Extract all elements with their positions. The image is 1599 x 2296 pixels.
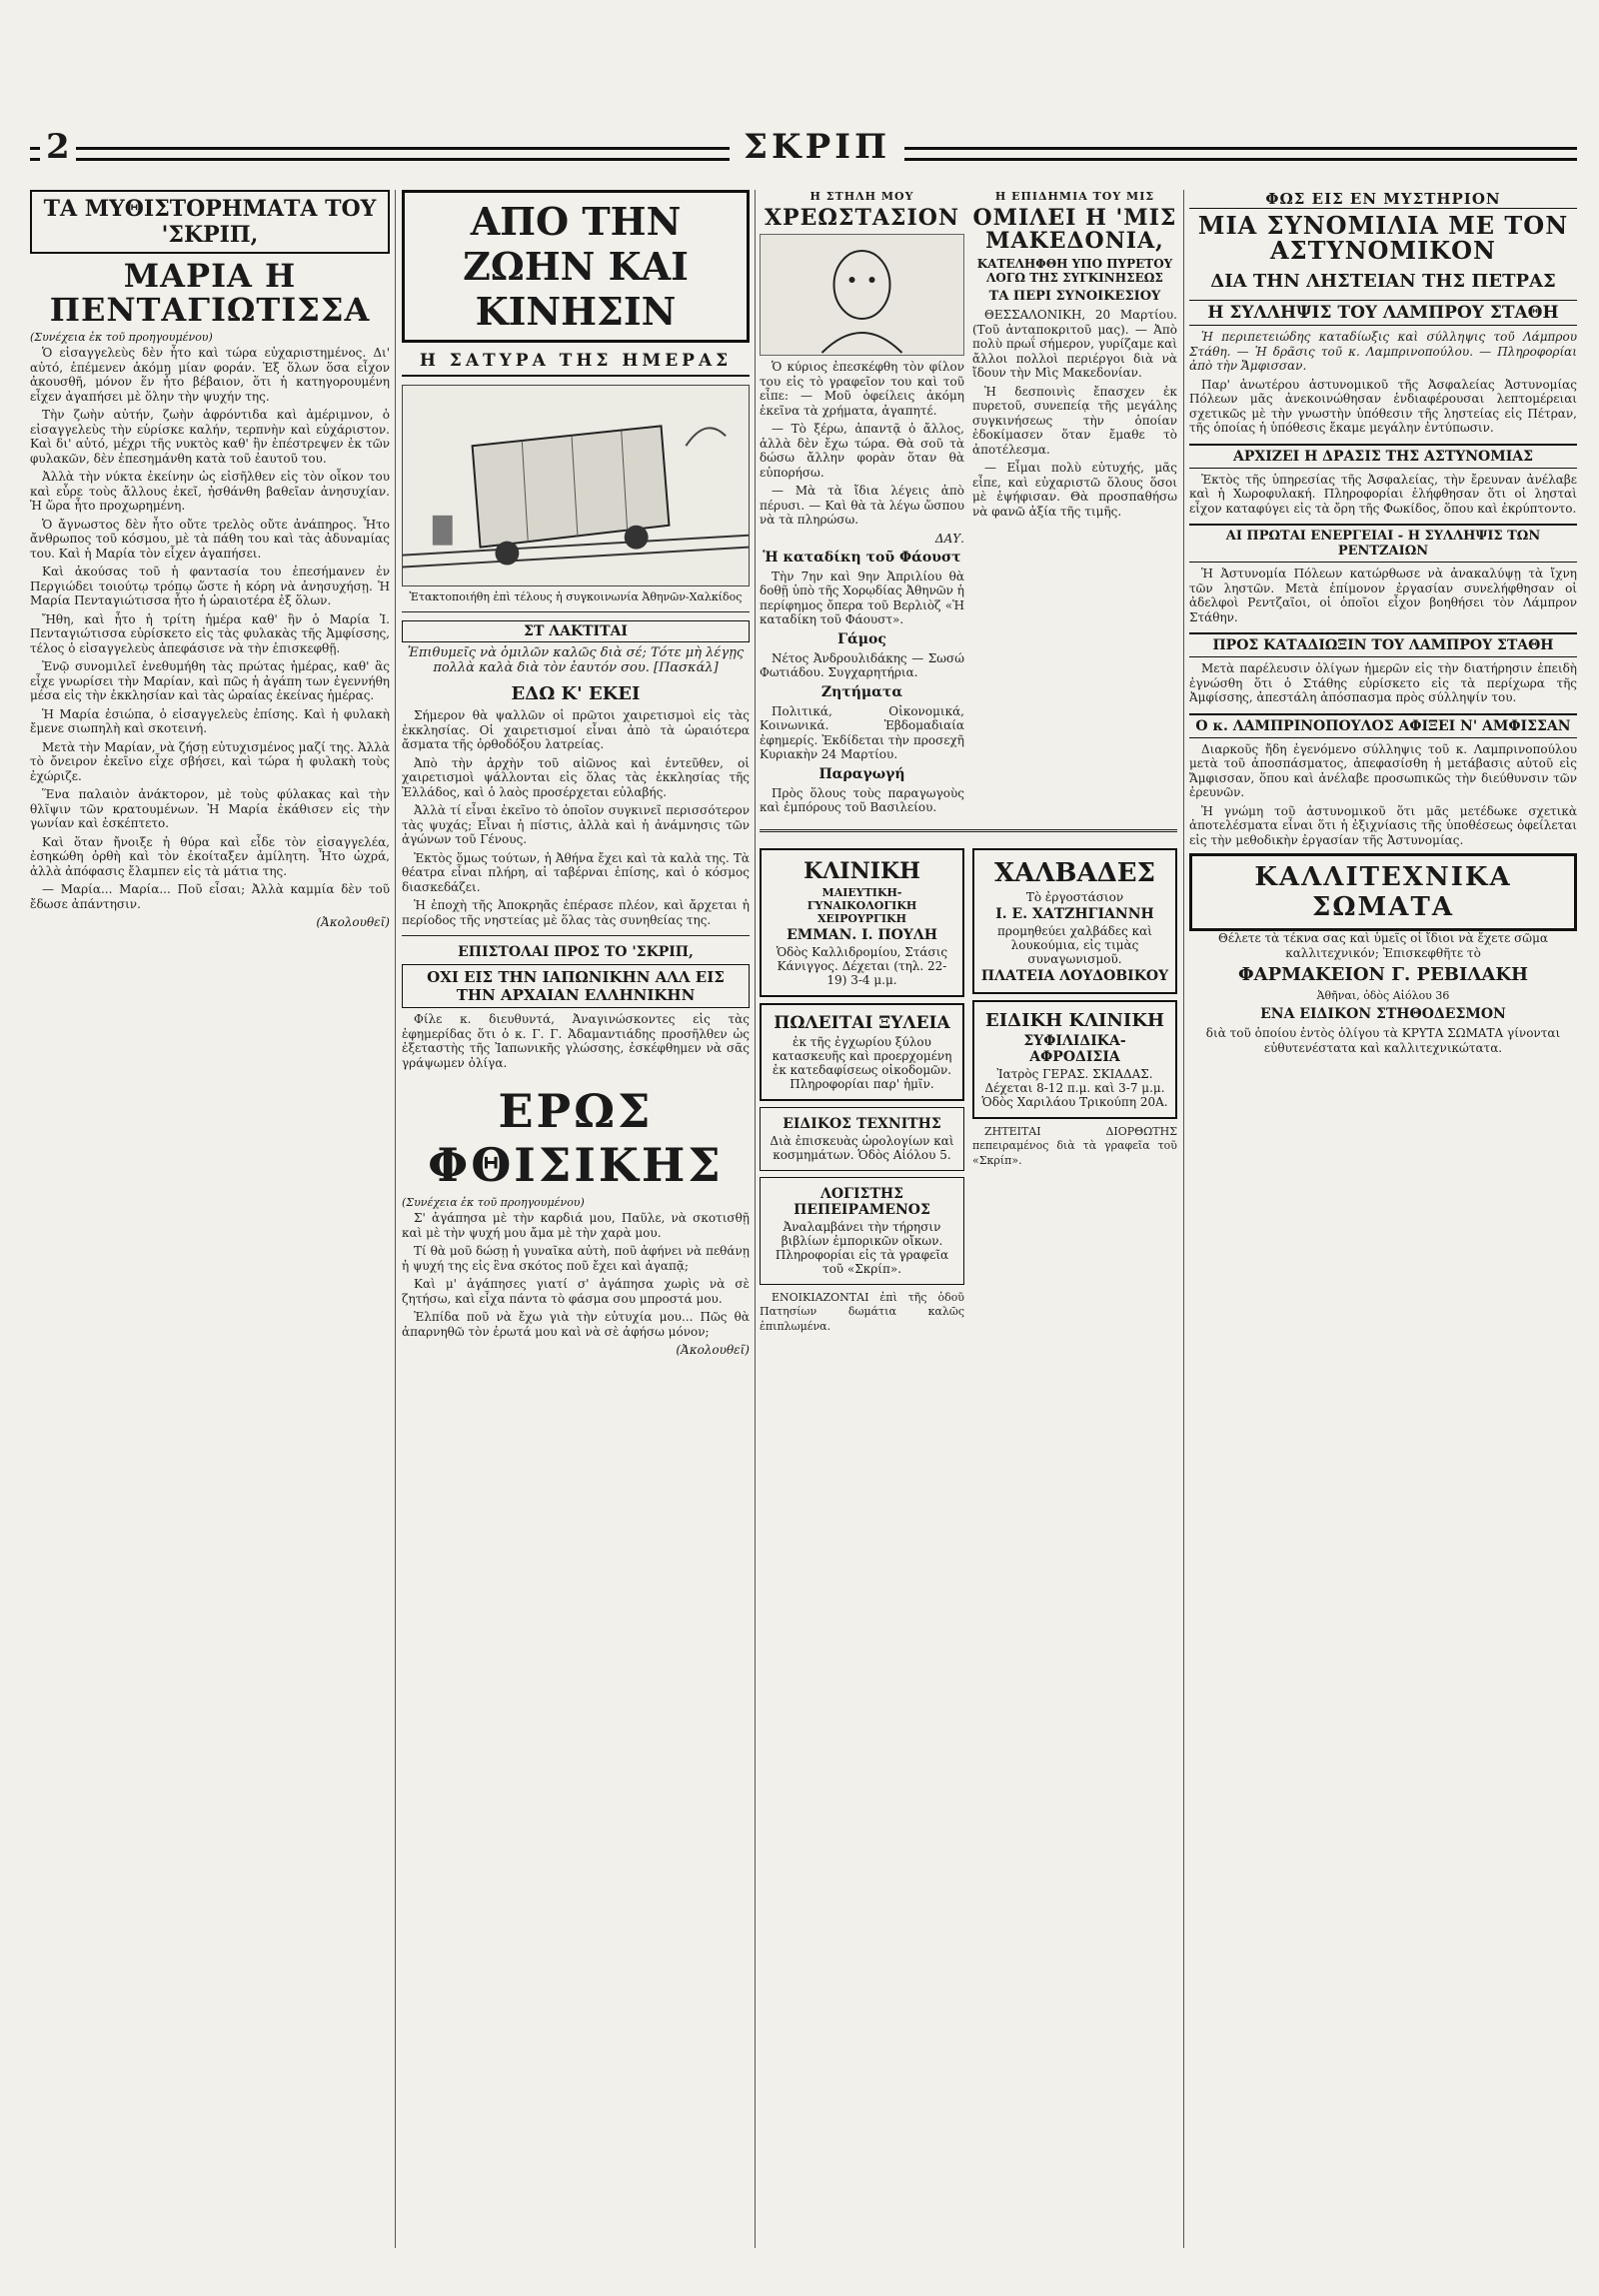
paragraph: Τὴν 7ην καὶ 9ην Ἀπριλίου θὰ δοθῇ ὑπὸ τῆς Χορῳδίας Ἀθηνῶν ἡ περίφημος ὄπερα τοῦ Βερλιὸζ «Ἡ καταδίκη τοῦ Φάουστ».	[760, 569, 964, 627]
paragraph: Ἡ Μαρία ἐσιώπα, ὁ εἰσαγγελεὺς ἐπίσης. Καὶ ἡ φυλακὴ ἔμενε σιωπηλὴ καὶ σκοτεινή.	[30, 706, 390, 736]
pharmacy-name: ΦΑΡΜΑΚΕΙΟΝ Γ. ΡΕΒΙΛΑΚΗ	[1237, 964, 1529, 986]
paragraph: Καὶ ἀκούσας τοῦ ἡ φαντασία του ἐπεσήμανεν ἐν Περγιώδει τοιούτῳ τρόπῳ ὥστε ἡ κόρη νὰ ἀνησυχήσῃ. Ἡ Μαρία Πενταγιώτισσα ἦτο ἡ ὡραιοτέρα ἐξ ὅλων.	[30, 565, 390, 608]
clinic-ad	[760, 848, 964, 997]
edo-kekei-heading: ΕΔΩ Κ' ΕΚΕΙ	[511, 683, 641, 704]
paragraph: Ἀλλὰ τὴν νύκτα ἐκείνην ὡς εἰσῆλθεν εἰς τὸν οἶκον του καὶ εὗρε τοὺς ἄλλους ἐκεῖ, ἠσθάνθη βαθεῖαν ἀνησυχίαν. Ἡ ὥρα ἦτο προχωρημένη.	[30, 470, 390, 514]
xreostasion-block	[760, 190, 964, 819]
wedding-body	[760, 651, 964, 680]
cartoon-caption: Ἐτακτοποιήθη ἐπὶ τέλους ἡ συγκοινωνία Ἀθηνῶν-Χαλκίδος	[409, 590, 743, 603]
clinic-title: ΚΛΙΝΙΚΗ	[803, 857, 920, 884]
section-heading: ΑΡΧΙΖΕΙ Η ΔΡΑΣΙΣ ΤΗΣ ΑΣΤΥΝΟΜΙΑΣ	[1189, 444, 1577, 469]
halva-line: Τὸ ἐργοστάσιον	[1025, 889, 1124, 904]
police-body	[1189, 330, 1577, 436]
wedding-heading: Γάμος	[837, 630, 886, 647]
portrait-icon	[761, 235, 963, 355]
paragraph: — Εἶμαι πολὺ εὐτυχής, μᾶς εἶπε, καὶ εὐχαριστῶ ὅλους ὅσοι μὲ ἐψήφισαν. Θὰ προσπαθήσω νὰ φανῶ ἀξία τῆς τιμῆς.	[972, 461, 1177, 519]
police-body	[1189, 742, 1577, 848]
section-heading: ΠΡΟΣ ΚΑΤΑΔΙΩΞΙΝ ΤΟΥ ΛΑΜΠΡΟΥ ΣΤΑΘΗ	[1189, 632, 1577, 657]
epi-body	[972, 308, 1177, 519]
paragraph: Ἡ ἐποχὴ τῆς Ἀποκρηᾶς ἐπέρασε πλέον, καὶ ἄρχεται ἡ περίοδος τῆς νηστείας μὲ ὅλας τὰς συνηθείας της.	[402, 898, 750, 927]
technician-ad	[760, 1107, 964, 1171]
letter-heading: ΟΧΙ ΕΙΣ ΤΗΝ ΙΑΠΩΝΙΚΗΝ ΑΛΛ ΕΙΣ ΤΗΝ ΑΡΧΑΙΑΝ ΕΛΛΗΝΙΚΗΝ	[402, 964, 750, 1008]
paragraph: Ἕνα παλαιὸν ἀνάκτορον, μὲ τοὺς φύλακας καὶ τὴν θλῖψιν τῶν κρατουμένων. Ἡ Μαρία ἐκάθισεν εἰς τὴν γωνίαν καὶ ἐσκέπτετο.	[30, 787, 390, 831]
proofreader-ad	[972, 1125, 1177, 1169]
ads-left	[760, 842, 964, 1339]
satire-banner: Η ΣΑΤΥΡΑ ΤΗΣ ΗΜΕΡΑΣ	[402, 351, 750, 377]
divider	[760, 829, 1177, 832]
police-body	[1189, 473, 1577, 517]
paragraph: ΖΗΤΕΙΤΑΙ ΔΙΟΡΘΩΤΗΣ πεπειραμένος διὰ τὰ γραφεῖα τοῦ «Σκρίπ».	[972, 1124, 1177, 1167]
special-clinic-sub: ΣΥΦΙΛΙΔΙΚΑ-ΑΦΡΟΔΙΣΙΑ	[1023, 1032, 1126, 1065]
timber-title: ΠΩΛΕΙΤΑΙ ΞΥΛΕΙΑ	[774, 1012, 950, 1033]
paragraph: διὰ τοῦ ὁποίου ἐντὸς ὀλίγου τὰ ΚΡΥΤΑ ΣΩΜΑΤΑ γίνονται εὐθυτενέστατα καὶ καλλιτεχνικώτατα.	[1205, 1026, 1561, 1055]
cartoon-illustration	[402, 385, 750, 586]
paragraph: Διαρκοῦς ἤδη ἐγενόμενο σύλληψις τοῦ κ. Λαμπρινοπούλου μετὰ τοῦ ἀποσπάσματος, ἀπεφασίσθη ἡ μετάβασις αὐτοῦ εἰς Ἄμφισσαν, ὅπου καὶ ἀνέλαβε προσωπικῶς τὴν διεύθυνσιν τῶν ἐρευνῶν.	[1189, 741, 1577, 800]
halva-text: προμηθεύει χαλβάδες καὶ λουκούμια, εἰς τιμὰς συναγωνισμοῦ.	[997, 923, 1152, 966]
accountant-title: ΛΟΓΙΣΤΗΣ ΠΕΠΕΙΡΑΜΕΝΟΣ	[794, 1185, 930, 1218]
pharmacy-text	[1189, 1026, 1577, 1055]
paragraph: Καὶ μ' ἀγάπησες γιατί σ' ἀγάπησα χωρὶς νὰ σὲ ζητήσω, καὶ εἶχα πάντα τὸ φάσμα σου μπροστά μου.	[402, 1277, 750, 1306]
pharmacy-line: ΕΝΑ ΕΙΔΙΚΟΝ ΣΤΗΘΟΔΕΣΜΟΝ	[1260, 1006, 1506, 1023]
paragraph: — Μαρία... Μαρία... Ποῦ εἶσαι; Ἀλλὰ καμμία δὲν τοῦ ἔδωσε ἀπάντησιν.	[30, 882, 390, 911]
timber-ad	[760, 1003, 964, 1101]
paragraph: Ὁ εἰσαγγελεὺς δὲν ἦτο καὶ τώρα εὐχαριστημένος. Δι' αὐτό, ἐπέμενεν ἀκόμη μίαν φοράν. Ἐξ ὅλων ὅσα εἶχον ἀκουσθῆ, μόνον ἕν ἦτο βέβαιον, ὅτι ἡ κατηγορουμένη εἶχεν ἀγαπήσει μὲ ὅλην τὴν ψυχήν της.	[30, 346, 390, 404]
production-heading: Παραγωγή	[818, 765, 905, 782]
police-body	[1189, 661, 1577, 705]
technician-title: ΕΙΔΙΚΟΣ ΤΕΧΝΙΤΗΣ	[783, 1115, 941, 1132]
police-title: ΜΙΑ ΣΥΝΟΜΙΛΙΑ ΜΕ ΤΟΝ ΑΣΤΥΝΟΜΙΚΟΝ	[1197, 211, 1569, 266]
paragraph: Ἡ Ἀστυνομία Πόλεων κατώρθωσε νὰ ἀνακαλύψῃ τὰ ἴχνη τῶν ληστῶν. Μετὰ ἐπίμονον ἐργασίαν συνελήφθησαν οἱ ἀδελφοὶ Ρεντζαῖοι, οἱ ὁποῖοι εἶχον βοηθήσει τὸν Λάμπρον Στάθην.	[1189, 567, 1577, 624]
section-title: ΑΠΟ ΤΗΝ ΖΩΗΝ ΚΑΙ ΚΙΝΗΣΙΝ	[402, 190, 750, 343]
epi-section: ΤΑ ΠΕΡΙ ΣΥΝΟΙΚΕΣΙΟΥ	[988, 289, 1161, 305]
paragraph: Μετὰ τὴν Μαρίαν, νὰ ζήσῃ εὐτυχισμένος μαζί της. Ἀλλὰ τὸ ὄνειρον ἐκεῖνο εἶχε σβήσει, καὶ τώρα ἡ φυλακὴ τοὺς ἐχώριζε.	[30, 739, 390, 783]
paragraph: Τὴν ζωὴν αὐτήν, ζωὴν ἀφρόντιδα καὶ ἀμέριμνον, ὁ εἰσαγγελεὺς τὴν εὑρίσκε καλήν, τερπνὴν καὶ εὐχάριστον. Καὶ δι' αὐτό, μέχρι τῆς νυκτὸς καθ' ἣν ἐπέστρεψεν ἐκ τῶν φυλακῶν, δὲν ἐπεσημάνθη κατὰ τοῦ ἐαυτοῦ του.	[30, 408, 390, 466]
faust-heading: Ἡ καταδίκη τοῦ Φάουστ	[763, 549, 961, 566]
column-novel	[30, 190, 390, 933]
paragraph: Ἡ γνώμη τοῦ ἀστυνομικοῦ ὅτι μᾶς μετέδωκε σχετικὰ ἀποτελέσματα εἶναι ὅτι ἡ ἐξιχνίασις τῆς ὑποθέσεως ὀφείλεται εἰς τὴν μεθοδικὴν ἐργασίαν τῆς Ἀστυνομίας.	[1189, 803, 1577, 847]
paragraph: Φίλε κ. διευθυντά, Ἀναγινώσκοντες εἰς τὰς ἐφημερίδας ὅτι ὁ κ. Γ. Γ. Ἀδαμαντιάδης προσῆλθεν ὡς ἐξεταστὴς τῆς Ἰαπωνικῆς γλώσσης, ἐσκέφθημεν νὰ σᾶς γράψωμεν ὀλίγα.	[402, 1012, 750, 1070]
divider	[402, 935, 750, 936]
rent-ad	[760, 1291, 964, 1335]
zitimata-heading: Ζητήματα	[820, 683, 903, 700]
xreo-title: ΧΡΕΩΣΤΑΣΙΟΝ	[764, 205, 960, 231]
police-kicker: ΦΩΣ ΕΙΣ ΕΝ ΜΥΣΤΗΡΙΟΝ	[1189, 190, 1577, 209]
halva-title: ΧΑΛΒΑΔΕΣ	[993, 857, 1156, 888]
paragraph: Ἐνῷ συνομιλεῖ ἐνεθυμήθη τὰς πρώτας ἡμέρας, καθ' ἃς εἶχε γνωρίσει τὴν Μαρίαν, καὶ πῶς ἡ ἀγάπη των ἐγεννήθη μέσα εἰς τὴν ἐκκλησίαν καὶ τὰς ὡραίας ἐκείνας ἡμέρας.	[30, 659, 390, 703]
production-body	[760, 786, 964, 815]
letter-body	[402, 1012, 750, 1070]
newspaper-page	[30, 20, 1577, 2280]
paragraph: Τί θὰ μοῦ δώσῃ ἡ γυναῖκα αὐτὴ, ποῦ ἀφήνει νὰ πεθάνῃ ἡ ψυχή της εἰς ἓνα σκότος ποῦ ἔχει καὶ ἀγαπᾷ;	[402, 1244, 750, 1273]
paragraph: ΕΝΟΙΚΙΑΖΟΝΤΑΙ ἐπὶ τῆς ὁδοῦ Πατησίων δωμάτια καλῶς ἐπιπλωμένα.	[760, 1290, 964, 1333]
novel-body	[30, 346, 390, 911]
ads-right	[972, 842, 1177, 1339]
masthead	[30, 125, 1577, 175]
section-heading: Ο κ. ΛΑΜΠΡΙΝΟΠΟΥΛΟΣ ΑΦΙΞΕΙ Ν' ΑΜΦΙΣΣΑΝ	[1189, 713, 1577, 738]
novel-title: ΜΑΡΙΑ Η ΠΕΝΤΑΓΙΩΤΙΣΣΑ	[49, 257, 371, 329]
page-number: 2	[40, 127, 76, 167]
paragraph: Ἤθη, καὶ ἦτο ἡ τρίτη ἡμέρα καθ' ἣν ὁ Μαρία Ἰ. Πενταγιώτισσα εὑρίσκετο εἰς τὰς φυλακὰς τῆς Ἀμφίσσης, τέλος ὁ εἰσαγγελεὺς ἀπεφάσισε νὰ τὴν ἐπισκεφθῇ.	[30, 611, 390, 655]
column-divider	[395, 190, 396, 2248]
halva-address: ΠΛΑΤΕΙΑ ΛΟΥΔΟΒΙΚΟΥ	[980, 967, 1169, 984]
paragraph: Ἐκτὸς ὅμως τούτων, ἡ Ἀθήνα ἔχει καὶ τὰ καλὰ της. Τὰ θέατρα εἶναι πλήρη, αἱ ταβέρναι ἐπίσης, καὶ ὁ κόσμος διασκεδάζει.	[402, 850, 750, 894]
column-life	[402, 190, 750, 1361]
clinic-address: Ὁδὸς Καλλιδρομίου, Στάσις Κάνιγγος. Δέχεται (τηλ. 22-19) 3-4 μ.μ.	[776, 944, 948, 987]
continuation-note: (Συνέχεια ἐκ τοῦ προηγουμένου)	[402, 1196, 585, 1209]
halva-ad	[972, 848, 1177, 994]
column-police	[1189, 190, 1577, 1059]
edo-body	[402, 708, 750, 927]
paragraph: — Τὸ ξέρω, ἀπαντᾷ ὁ ἄλλος, ἀλλὰ δὲν ἔχω τώρα. Θὰ σοῦ τὰ δώσω ἄλλην φορὰν ὅταν θὰ εὐπορήσω.	[760, 422, 964, 480]
paragraph: Ὁ ἄγνωστος δὲν ἦτο οὔτε τρελὸς οὔτε ἀνάπηρος. Ἦτο ἄνθρωπος τοῦ κόσμου, μὲ τὰ πάθη του καὶ τὰς ἀδυναμίας του. Καὶ ἡ Μαρία τὸν εἶχεν ἀγαπήσει.	[30, 517, 390, 561]
accountant-ad	[760, 1177, 964, 1285]
paragraph: Πολιτικά, Οἰκονομικά, Κοινωνικά. Ἑβδομαδιαία ἐφημερίς. Ἐκδίδεται τὴν προσεχῆ Κυριακὴν 24 Μαρτίου.	[760, 703, 964, 762]
eros-title: ΕΡΩΣ ΦΘΙΣΙΚΗΣ	[428, 1084, 724, 1192]
paragraph: Θέλετε τὰ τέκνα σας καὶ ὑμεῖς οἱ ἴδιοι νὰ ἔχετε σῶμα καλλιτεχνικόν; Ἐπισκεφθῆτε τὸ	[1218, 931, 1548, 960]
timber-text: ἐκ τῆς ἐγχωρίου ξύλου κατασκευῆς καὶ προερχομένη ἐκ κατεδαφίσεως οἰκοδομῶν. Πληροφορίαι παρ' ἡμῖν.	[772, 1034, 952, 1091]
miss-macedonia-block	[972, 190, 1177, 819]
corset-ad-title: ΚΑΛΛΙΤΕΧΝΙΚΑ ΣΩΜΑΤΑ	[1189, 853, 1577, 931]
paragraph: — Μὰ τὰ ἴδια λέγεις ἀπὸ πέρυσι. — Καὶ θὰ τὰ λέγω ὥσπου νὰ τὰ πληρώσω.	[760, 484, 964, 528]
epi-kicker: Η ΕΠΙΔΗΜΙΑ ΤΟΥ ΜΙΣ	[994, 190, 1155, 203]
paragraph: Σ' ἀγάπησα μὲ τὴν καρδιά μου, Παῦλε, νὰ σκοτισθῇ καὶ μὲ τὴν ψυχή μου ἄμα μὲ τὴν χαρὰ μου.	[402, 1211, 750, 1240]
series-kicker: ΤΑ ΜΥΘΙΣΤΟΡΗΜΑΤΑ ΤΟΥ 'ΣΚΡΙΠ,	[30, 190, 390, 254]
to-be-continued: (Ἀκολουθεῖ)	[676, 1343, 750, 1357]
pharmacy-address: Ἀθῆναι, ὁδὸς Αἰόλου 36	[1316, 989, 1450, 1003]
paragraph: Ἐκτὸς τῆς ὑπηρεσίας τῆς Ἀσφαλείας, τὴν ἔρευναν ἀνέλαβε καὶ ἡ Χωροφυλακή. Πληροφορίαι ἐλήφθησαν ὅτι οἱ λησταὶ εἶχον καταφύγει εἰς τὰ ὄρη τῆς Φωκίδος, ὅπου καὶ ἐκρύπτοντο.	[1189, 472, 1577, 516]
ads-split	[760, 842, 1177, 1339]
epi-title: ΟΜΙΛΕΙ Η 'ΜΙΣ ΜΑΚΕΔΟΝΙΑ,	[972, 205, 1177, 255]
eros-body	[402, 1211, 750, 1339]
section-heading: ΑΙ ΠΡΩΤΑΙ ΕΝΕΡΓΕΙΑΙ - Η ΣΥΛΛΗΨΙΣ ΤΩΝ ΡΕΝΤΖΑΙΩΝ	[1189, 524, 1577, 563]
caricature-illustration	[760, 234, 964, 356]
paper-name: ΣΚΡΙΠ	[730, 127, 904, 167]
column-divider	[755, 190, 756, 2248]
column-divider	[1183, 190, 1184, 2248]
continuation-note: (Συνέχεια ἐκ τοῦ προηγουμένου)	[30, 331, 213, 345]
quote-heading: ΣΤ ΛΑΚΤΙΤΑΙ	[402, 620, 750, 642]
police-subtitle-2: Η ΣΥΛΛΗΨΙΣ ΤΟΥ ΛΑΜΠΡΟΥ ΣΤΑΘΗ	[1189, 300, 1577, 326]
paragraph: Ὁ κύριος ἐπεσκέφθη τὸν φίλον του εἰς τὸ γραφεῖον του καὶ τοῦ εἶπε: — Μοῦ ὀφείλεις ἀκόμη ἐκεῖνα τὰ χρήματα, ἀγαπητέ.	[760, 360, 964, 418]
technician-text: Διὰ ἐπισκευὰς ὡρολογίων καὶ κοσμημάτων. Ὁδὸς Αἰόλου 5.	[770, 1133, 954, 1162]
clinic-doctor: ΕΜΜΑΝ. Ι. ΠΟΥΛΗ	[787, 926, 937, 943]
faust-body	[760, 570, 964, 627]
police-body	[1189, 567, 1577, 624]
paragraph: Μετὰ παρέλευσιν ὀλίγων ἡμερῶν εἰς τὴν διατήρησιν ἐπειδὴ ἐγνώσθη ὅτι ὁ Στάθης εὑρίσκετο εἰς τὰ περίχωρα τῆς Ἀμφίσσης, ἀπεστάλη ἀπόσπασμα πρὸς σύλληψίν του.	[1189, 661, 1577, 705]
police-subtitle: ΔΙΑ ΤΗΝ ΛΗΣΤΕΙΑΝ ΤΗΣ ΠΕΤΡΑΣ	[1210, 271, 1556, 293]
special-clinic-text: Ἰατρὸς ΓΕΡΑΣ. ΣΚΙΑΔΑΣ. Δέχεται 8-12 π.μ. καὶ 3-7 μ.μ. Ὁδὸς Χαριλάου Τρικούπη 20Α.	[981, 1066, 1168, 1109]
railway-car-icon	[403, 386, 749, 585]
corset-ad-text	[1189, 931, 1577, 960]
letters-kicker: ΕΠΙΣΤΟΛΑΙ ΠΡΟΣ ΤΟ 'ΣΚΡΙΠ,	[458, 944, 694, 960]
divider	[402, 611, 750, 612]
xreo-kicker: Η ΣΤΗΛΗ ΜΟΥ	[809, 190, 914, 203]
to-be-continued: (Ἀκολουθεῖ)	[316, 915, 390, 930]
paragraph: Πρὸς ὅλους τοὺς παραγωγοὺς καὶ ἐμπόρους τοῦ Βασιλείου.	[760, 785, 964, 815]
zitimata-body	[760, 704, 964, 762]
accountant-text: Ἀναλαμβάνει τὴν τήρησιν βιβλίων ἐμπορικῶν οἴκων. Πληροφορίαι εἰς τὰ γραφεῖα τοῦ «Σκρίπ».	[775, 1219, 949, 1276]
paragraph: Ἀλλὰ τί εἶναι ἐκεῖνο τὸ ὁποῖον συγκινεῖ περισσότερον τὰς ψυχάς; Εἶναι ἡ πίστις, ἀλλὰ καὶ ἡ ἀνάμνησις τῶν ἀγώνων τοῦ Γένους.	[402, 803, 750, 846]
epi-subtitle: ΚΑΤΕΛΗΦΘΗ ΥΠΟ ΠΥΡΕΤΟΥ ΛΟΓΩ ΤΗΣ ΣΥΓΚΙΝΗΣΕΩΣ	[976, 257, 1173, 286]
top-split	[760, 190, 1177, 819]
signature: ΔΑΥ.	[934, 531, 964, 546]
paragraph: Σήμερον θὰ ψαλλῶν οἱ πρῶτοι χαιρετισμοὶ εἰς τὰς ἐκκλησίας. Οἱ χαιρετισμοί εἶναι ἀπὸ τὰ ὡραιότερα ἄσματα τῆς ὀρθοδόξου λατρείας.	[402, 708, 750, 751]
paragraph: Ἀπὸ τὴν ἀρχὴν τοῦ αἰῶνος καὶ ἐντεῦθεν, οἱ χαιρετισμοὶ ψάλλονται εἰς ὅλας τὰς ἐκκλησίας τῆς Ἑλλάδος, καὶ ὁ λαὸς προσέρχεται εὐλαβής.	[402, 755, 750, 799]
special-clinic-title: ΕΙΔΙΚΗ ΚΛΙΝΙΚΗ	[985, 1009, 1164, 1031]
paragraph: Ἡ περιπετειώδης καταδίωξις καὶ σύλληψις τοῦ Λάμπρου Στάθη. — Ἡ δρᾶσις τοῦ κ. Λαμπρινοπούλου. — Πληροφορίαι ἀπὸ τὴν Ἄμφισσαν.	[1189, 330, 1577, 374]
quote-text: Ἐπιθυμεῖς νὰ ὁμιλῶν καλῶς διὰ σέ; Τότε μὴ λέγῃς πολλὰ καλὰ διὰ τὸν ἑαυτόν σου. [Πασκάλ]	[407, 645, 745, 675]
paragraph: Ἐλπίδα ποῦ νὰ ἔχω γιὰ τὴν εὐτυχία μου... Πῶς θὰ ἀπαρνηθῶ τὸν ἐρωτά μου καὶ νὰ σὲ ἀφήσω μόνον;	[402, 1310, 750, 1339]
paragraph: Παρ' ἀνωτέρου ἀστυνομικοῦ τῆς Ἀσφαλείας Ἀστυνομίας Πόλεων μᾶς ἀνεκοινώθησαν ἐνδιαφέρουσαι λεπτομέρειαι σχετικῶς μὲ τὴν γνωστὴν ὑπόθεσιν τῆς ληστείας εἰς Πέτραν, τῆς ὁποίας ἡ ὑπόθεσις ἔκαμε μεγάλην ἐντύπωσιν.	[1189, 377, 1577, 436]
special-clinic-ad	[972, 1000, 1177, 1119]
clinic-subtitle: ΜΑΙΕΥΤΙΚΗ-ΓΥΝΑΙΚΟΛΟΓΙΚΗ ΧΕΙΡΟΥΡΓΙΚΗ	[806, 885, 917, 925]
column-news	[760, 190, 1177, 1338]
paragraph: Ἡ δεσποινὶς ἔπασχεν ἐκ πυρετοῦ, συνεπείᾳ τῆς μεγάλης συγκινήσεως τὴν ὁποίαν ἐδοκίμασεν ὅταν ἔμαθε τὸ ἀποτέλεσμα.	[972, 384, 1177, 457]
halva-name: Ι. Ε. ΧΑΤΖΗΓΙΑΝΝΗ	[995, 905, 1154, 922]
paragraph: Νέτος Ἀνδρουλιδάκης — Σωσώ Φωτιάδου. Συγχαρητήρια.	[760, 650, 964, 680]
xreo-body	[760, 360, 964, 528]
paragraph: ΘΕΣΣΑΛΟΝΙΚΗ, 20 Μαρτίου. (Τοῦ ἀνταποκριτοῦ μας). — Ἀπὸ πολὺ πρωΐ σήμερον, γυρίζαμε καὶ ἄλλοι πολλοὶ περιέργοι διὰ νὰ ἴδουν τὴν Μὶς Μακεδονίαν.	[972, 308, 1177, 381]
paragraph: Καὶ ὅταν ἤνοιξε ἡ θύρα καὶ εἶδε τὸν εἰσαγγελέα, ἐσηκώθη ὀρθὴ καὶ τὸν ἐκοίταξεν ἀμίλητη. Ἦτο ὠχρά, ἀλλὰ ἀπόφασις ἔλαμπεν εἰς τὰ μάτια της.	[30, 834, 390, 878]
